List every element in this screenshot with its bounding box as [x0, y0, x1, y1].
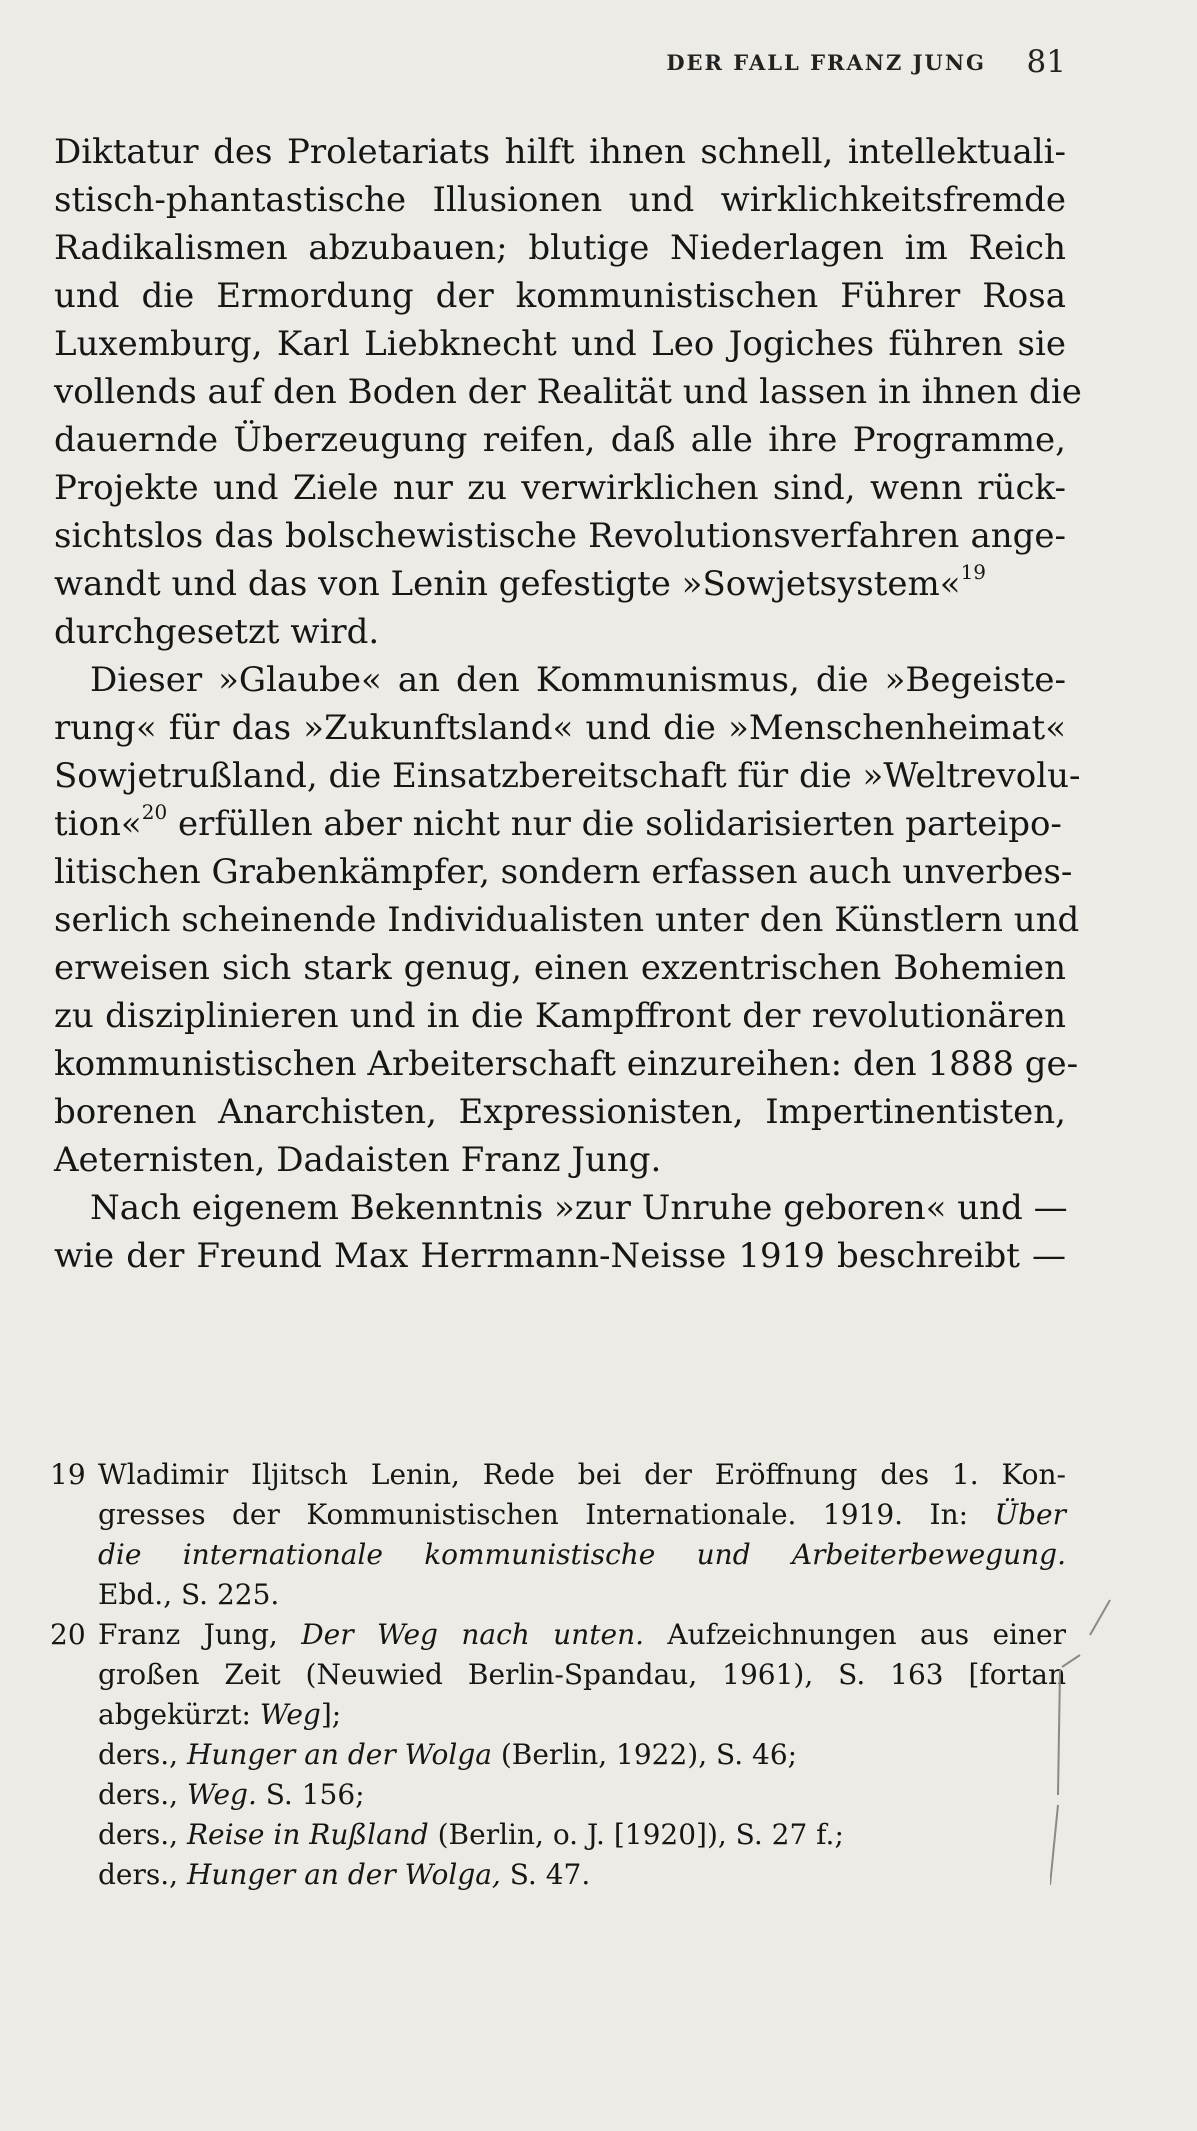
paragraph-start: Nach eigenem Bekenntnis »zur Unruhe geboren« und —	[90, 1188, 1068, 1228]
text-segment: ];	[320, 1698, 342, 1731]
italic-title: Über	[994, 1498, 1066, 1531]
text-line: Radikalismen abzubauen; blutige Niederlagen im Reich	[54, 228, 1066, 268]
text-line: sichtslos das bolschewistische Revolutionsverfahren ange-	[54, 516, 1066, 556]
main-text	[54, 128, 1082, 1280]
text-line: stisch-phantastische Illusionen und wirklichkeitsfremde	[54, 180, 1066, 220]
text-segment: Aufzeichnungen aus einer	[644, 1618, 1066, 1651]
italic-title: Weg	[259, 1698, 321, 1731]
text-line: durchgesetzt wird.	[54, 612, 380, 652]
text-segment: ders.,	[98, 1778, 187, 1811]
text-line: zu disziplinieren und in die Kampffront der revolutionären	[54, 996, 1066, 1036]
text-line: Sowjetrußland, die Einsatzbereitschaft für die »Weltrevolu-	[54, 756, 1081, 796]
page-number: 81	[1026, 44, 1066, 80]
text-line: und die Ermordung der kommunistischen Führer Rosa	[54, 276, 1066, 316]
footnote-line	[98, 1735, 1066, 1775]
text-segment: wandt und das von Lenin gefestigte »Sowjetsystem«	[54, 564, 961, 604]
text-segment: (Berlin, o. J. [1920]), S. 27 f.;	[428, 1818, 844, 1851]
text-segment: Franz Jung,	[98, 1618, 302, 1651]
text-segment: ders.,	[98, 1818, 187, 1851]
text-line: kommunistischen Arbeiterschaft einzureihen: den 1888 ge-	[54, 1044, 1079, 1084]
footnote-number: 19	[50, 1458, 86, 1491]
footnote-line	[98, 1695, 1066, 1735]
footnote-line	[98, 1535, 1066, 1575]
text-segment: ders.,	[98, 1738, 187, 1771]
footnote-line	[98, 1615, 1066, 1655]
text-line: rung« für das »Zukunftsland« und die »Menschenheimat«	[54, 708, 1066, 748]
text-line	[54, 800, 1066, 848]
footnote-line: großen Zeit (Neuwied Berlin-Spandau, 1961), S. 163 [fortan	[98, 1658, 1066, 1691]
text-segment: (Berlin, 1922), S. 46;	[491, 1738, 798, 1771]
paragraph-start: Dieser »Glaube« an den Kommunismus, die »Begeiste-	[90, 660, 1066, 700]
text-line: erweisen sich stark genug, einen exzentrischen Bohemien	[54, 948, 1066, 988]
italic-title: Weg.	[186, 1778, 257, 1811]
text-segment: ders.,	[98, 1858, 187, 1891]
text-line: dauernde Überzeugung reifen, daß alle ihre Programme,	[54, 420, 1066, 460]
footnote-line	[98, 1815, 1066, 1855]
text-line	[54, 560, 1066, 608]
text-line: Projekte und Ziele nur zu verwirklichen sind, wenn rück-	[54, 468, 1066, 508]
text-line: litischen Grabenkämpfer, sondern erfassen auch unverbes-	[54, 852, 1073, 892]
footnote-line	[98, 1495, 1066, 1535]
page-header	[54, 44, 1066, 84]
footnote-19	[50, 1455, 1066, 1615]
text-segment: S. 156;	[256, 1778, 365, 1811]
text-line: borenen Anarchisten, Expressionisten, Impertinentisten,	[54, 1092, 1066, 1132]
italic-title: Reise in Rußland	[186, 1818, 429, 1851]
text-segment: gresses der Kommunistischen Internationale. 1919. In:	[98, 1498, 995, 1531]
text-line: serlich scheinende Individualisten unter den Künstlern und	[54, 900, 1080, 940]
footnote-number: 20	[50, 1618, 86, 1651]
footnote-line: Ebd., S. 225.	[98, 1578, 280, 1611]
text-line: vollends auf den Boden der Realität und lassen in ihnen die	[54, 372, 1082, 412]
footnote-20	[50, 1615, 1066, 1895]
text-segment: S. 47.	[500, 1858, 591, 1891]
italic-title: Der Weg nach unten.	[301, 1618, 644, 1651]
text-line: Diktatur des Proletariats hilft ihnen schnell, intellektuali-	[54, 132, 1066, 172]
footnote-line	[98, 1855, 1066, 1895]
text-line: Luxemburg, Karl Liebknecht und Leo Jogiches führen sie	[54, 324, 1066, 364]
text-line: Aeternisten, Dadaisten Franz Jung.	[54, 1140, 662, 1180]
italic-title: Hunger an der Wolga	[186, 1738, 492, 1771]
pencil-bracket-mark	[1050, 1595, 1120, 1885]
running-title: DER FALL FRANZ JUNG	[666, 50, 986, 75]
footnotes	[50, 1455, 1066, 1895]
italic-title: die internationale kommunistische und Arbeiterbewegung.	[98, 1538, 1066, 1571]
italic-title: Hunger an der Wolga,	[186, 1858, 501, 1891]
text-segment: abgekürzt:	[98, 1698, 260, 1731]
footnote-ref-20: 20	[141, 799, 168, 824]
text-segment: tion«	[54, 804, 142, 844]
footnote-line	[98, 1775, 1066, 1815]
footnote-line: Wladimir Iljitsch Lenin, Rede bei der Eröffnung des 1. Kon-	[98, 1458, 1066, 1491]
text-segment: erfüllen aber nicht nur die solidarisierten parteipo-	[167, 804, 1062, 844]
footnote-ref-19: 19	[960, 559, 987, 584]
text-line: wie der Freund Max Herrmann-Neisse 1919 beschreibt —	[54, 1236, 1066, 1276]
